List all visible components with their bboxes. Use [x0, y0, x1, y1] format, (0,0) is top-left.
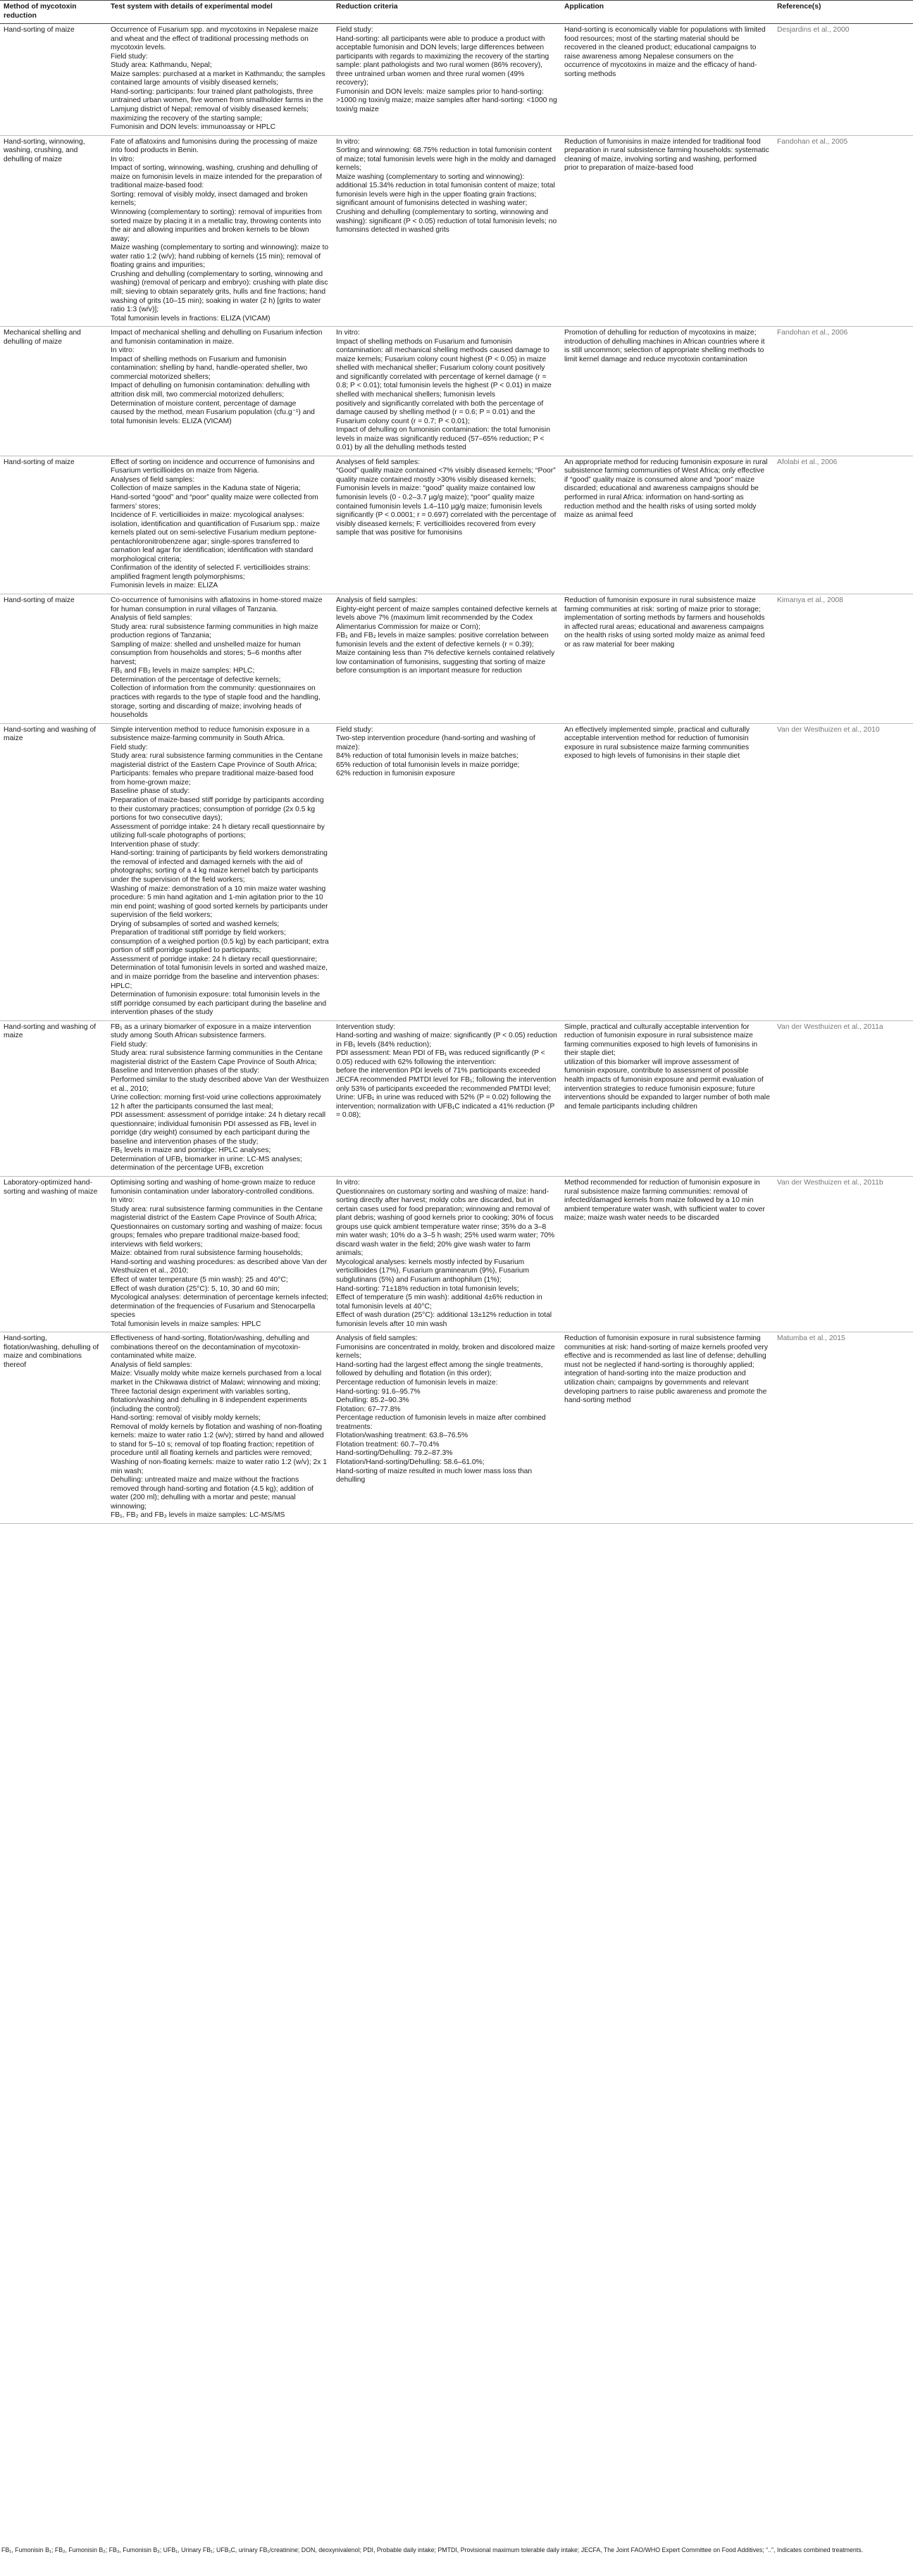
cell-reduction-criteria-line: Two-step intervention procedure (hand-sorting and washing of maize):: [336, 734, 535, 751]
cell-test-system-line: Collection of maize samples in the Kaduna state of Nigeria;: [111, 484, 301, 493]
cell-application-line: An appropriate method for reducing fumonisin exposure in rural subsistence farming communities of West Africa; only effective if “good” quality maize is consumed alone and “poor” maize discarded; educational and awareness campaigns should be performed in rural Africa: information on hand-sorting as reduction method and the health risks of using sorted moldy maize as animal feed: [564, 458, 768, 520]
cell-method: Hand-sorting and washing of maize: [0, 723, 107, 1020]
cell-reduction-criteria-line: Hand-sorting: 91.6–95.7%: [336, 1387, 421, 1396]
cell-reduction-criteria-line: 65% reduction of total fumonisin levels in maize porridge;: [336, 761, 520, 769]
cell-test-system-line: Effectiveness of hand-sorting, flotation/washing, dehulling and combinations thereof on the decontamination of mycotoxin-contaminated white maize.: [111, 1334, 310, 1361]
cell-test-system-line: Participants: females who prepare traditional maize-based food from home-grown maize;: [111, 770, 313, 787]
cell-test-system-line: Incidence of F. verticillioides in maize: mycological analyses: isolation, identification and quantification of Fusarium spp.: maize kernels plated out on semi-selective Fusarium medium peptone-pentachloronitrobenzene agar; single-spores transferred to carnation leaf agar for identification; identification with standard morphological criteria;: [111, 511, 321, 563]
cell-reference: Desjardins et al., 2000: [774, 24, 913, 136]
cell-test-system-line: Confirmation of the identity of selected F. verticillioides strains: amplified fragment length polymorphisms;: [111, 564, 311, 581]
cell-test-system-line: Effect of sorting on incidence and occurrence of fumonisins and Fusarium verticillioides on maize from Nigeria.: [111, 458, 315, 475]
cell-test-system-line: Impact of dehulling on fumonisin contamination: dehulling with attrition disk mill, two commercial motorized dehullers;: [111, 382, 310, 399]
cell-reduction-criteria-line: Eighty-eight percent of maize samples contained defective kernels at levels above 7% (maximum limit recommended by the Codex Alimentarius Commission for maize or Corn);: [336, 605, 557, 631]
cell-reduction-criteria-line: Percentage reduction of fumonisin levels in maize after combined treatments:: [336, 1414, 546, 1431]
cell-reduction-criteria-line: Crushing and dehulling (complementary to sorting, winnowing and washing): significant (P < 0.05) reduction of total fumonisin levels; no fumonsins detected in washed grits: [336, 208, 557, 235]
cell-reference: Van der Westhuizen et al., 2011b: [774, 1177, 913, 1332]
cell-reduction-criteria-line: Maize containing less than 7% defective kernels contained relatively low contamination of fumonisins, suggesting that sorting of maize before consumption is an important measure for reduction: [336, 649, 555, 675]
cell-reduction-criteria-line: Field study:: [336, 725, 373, 734]
cell-reduction-criteria-line: positively and significantly correlated with both the percentage of damage caused by shelling method (r = 0.6; P = 0.01) and the Fusarium colony count (r = 0.7; P < 0.01);: [336, 399, 544, 425]
cell-reduction-criteria-line: In vitro:: [336, 329, 360, 337]
cell-test-system-line: Crushing and dehulling (complementary to sorting, winnowing and washing) (removal of pericarp and embryo): crushing with plate disc mill; sieving to obtain separately grits, hulls and fine fractions; hand washing of grits (10–15 min); soaking in water (2 h) [grits to water ratio 1:3 (w/v)];: [111, 270, 328, 314]
cell-test-system-line: Preparation of traditional stiff porridge by field workers; consumption of a weighed portion (0.5 kg) by each participant; extra portion of stiff porridge supplied to participants;: [111, 929, 329, 955]
cell-reduction-criteria-line: Flotation/washing treatment: 63.8–76.5%: [336, 1432, 468, 1440]
cell-reduction-criteria-line: Hand-sorting of maize resulted in much lower mass loss than dehulling: [336, 1467, 533, 1484]
cell-application: [561, 24, 774, 136]
cell-test-system-line: Determination of fumonisin exposure: total fumonisin levels in the stiff porridge consumed by each participant during the baseline and intervention phases of the study: [111, 991, 327, 1017]
table-row: [0, 594, 913, 724]
cell-application: [561, 456, 774, 594]
cell-test-system-line: Hand-sorted “good” and “poor” quality maize were collected from farmers’ stores;: [111, 493, 318, 511]
table-row: [0, 327, 913, 456]
cell-reference: Fandohan et al., 2005: [774, 135, 913, 326]
cell-test-system-line: Winnowing (complementary to sorting): removal of impurities from sorted maize by placing it in a metallic tray, throwing contents into the air and allowing impurities and broken kernels to be blown away;: [111, 208, 322, 243]
cell-test-system-line: FB₁ and FB₂ levels in maize samples: HPLC;: [111, 667, 255, 675]
cell-application-line: Reduction of fumonisin exposure in rural subsistence farming communities at risk: hand-sorting of maize kernels proofed very effective and is recommended as last line of defense; dehulling must not be neglected if hand-sorting is thoroughly applied; integration of hand-sorting into the maize production and utilization chain; campaigns by governments and relevant developing partners to raise public awareness and promote the hand-sorting method: [564, 1334, 769, 1405]
cell-reference: Van der Westhuizen et al., 2011a: [774, 1020, 913, 1176]
cell-reduction-criteria-line: Impact of shelling methods on Fusarium and fumonisin contamination: all mechanical shelling methods caused damage to maize kernels; Fusarium colony count highest (P < 0.05) in maize shelled with mechanical sheller; Fusarium colony count positively and significantly correlated with percentage of kernel damage (r = 0.8; P < 0.01); total fumonisin levels the highest (P < 0.01) in maize shelled with mechanical shellers; fumonisin levels: [336, 337, 552, 399]
cell-test-system-line: Occurrence of Fusarium spp. and mycotoxins in Nepalese maize and wheat and the effect of traditional processing methods on mycotoxin levels.: [111, 26, 318, 52]
cell-test-system-line: Total fumonisin levels in fractions: ELIZA (VICAM): [111, 314, 271, 323]
cell-test-system-line: Washing of maize: demonstration of a 10 min maize water washing procedure: 5 min hand agitation and 1-min agitation prior to the 10 min end point; washing of good sorted kernels by participants under supervision of the field workers;: [111, 884, 328, 920]
cell-test-system-line: Assessment of porridge intake: 24 h dietary recall questionnaire by utilizing full-scale photographs of portions;: [111, 823, 325, 840]
cell-reduction-criteria-line: Hand-sorting: 71±18% reduction in total fumonisin levels;: [336, 1284, 519, 1293]
cell-test-system-line: Impact of mechanical shelling and dehulling on Fusarium infection and fumonisin contamination in maize.: [111, 329, 323, 346]
cell-reduction-criteria-line: FB₁ and FB₂ levels in maize samples: positive correlation between fumonisin levels and the extent of defective kernels (r = 0.39);: [336, 632, 549, 649]
cell-reduction-criteria-line: Hand-sorting had the largest effect among the single treatments, followed by dehulling and flotation (in this order);: [336, 1361, 543, 1378]
cell-reduction-criteria: [333, 723, 561, 1020]
cell-test-system-line: Total fumonisin levels in maize samples: HPLC: [111, 1320, 261, 1328]
cell-method: Hand-sorting of maize: [0, 594, 107, 724]
cell-test-system-line: Urine collection: morning first-void urine collections approximately 12 h after the participants consumed the last meal;: [111, 1094, 321, 1111]
cell-application: [561, 1332, 774, 1523]
cell-test-system-line: Maize washing (complementary to sorting and winnowing): maize to water ratio 1:2 (w/v); hand rubbing of kernels (15 min); removal of floating grains and impurities;: [111, 244, 329, 270]
cell-reduction-criteria-line: PDI assessment: Mean PDI of FB₁ was reduced significantly (P < 0.05) reduced with 62% following the intervention:: [336, 1049, 545, 1066]
cell-test-system-line: Intervention phase of study:: [111, 840, 200, 849]
cell-application-line: Method recommended for reduction of fumonisin exposure in rural subsistence maize farming communities: removal of infected/damaged kernels from maize followed by a 10 min ambient temperature water wash, with sufficient water to cover maize; maize wash water needs to be discarded: [564, 1179, 765, 1223]
cell-test-system-line: Study area: Kathmandu, Nepal;: [111, 61, 212, 70]
cell-test-system-line: Determination of total fumonisin levels in sorted and washed maize, and in maize porridge from the baseline and intervention phases: HPLC;: [111, 964, 328, 990]
cell-application-line: Promotion of dehulling for reduction of mycotoxins in maize; introduction of dehulling machines in African countries where it is still uncommon; selection of appropriate shelling methods to limit kernel damage and reduce mycotoxin contamination: [564, 329, 765, 363]
table-row: [0, 1020, 913, 1176]
cell-test-system-line: Optimising sorting and washing of home-grown maize to reduce fumonisin contamination under laboratory-controlled conditions.: [111, 1179, 316, 1196]
header-reduction-criteria: Reduction criteria: [333, 1, 561, 24]
cell-application-line: Reduction of fumonisin exposure in rural subsistence maize farming communities at risk: sorting of maize prior to storage; implementation of sorting methods by farmers and households in affected rural areas; educational and awareness campaigns on the health risks of using sorted moldy maize as animal feed or as raw material for beer making: [564, 596, 765, 649]
cell-test-system-line: Maize samples: purchased at a market in Kathmandu; the samples contained large amounts of visibly diseased kernels;: [111, 70, 325, 87]
cell-test-system-line: Impact of sorting, winnowing, washing, crushing and dehulling of maize on fumonisin levels in maize intended for the preparation of traditional maize-based food:: [111, 164, 322, 190]
table-row: [0, 1177, 913, 1332]
cell-method: Hand-sorting and washing of maize: [0, 1020, 107, 1176]
cell-test-system-line: Hand-sorting: participants: four trained plant pathologists, three untrained urban women, five women from smallholder farms in the Lamjung district of Nepal; removal of visibly diseased kernels; maximizing the recovery of the starting sample;: [111, 87, 323, 123]
cell-reduction-criteria-line: Urine: UFB₁ in urine was reduced with 52% (P = 0.02) following the intervention; normalization with UFB₁C indicated a 41% reduction (P = 0.08);: [336, 1094, 555, 1120]
cell-test-system-line: Maize: Visually moldy white maize kernels purchased from a local market in the Chikwawa district of Malawi; winnowing and mixing;: [111, 1370, 322, 1387]
cell-reduction-criteria-line: “Good” quality maize contained <7% visibly diseased kernels; “Poor” quality maize contained mostly >30% visibly diseased kernels;: [336, 467, 556, 484]
table-row: [0, 456, 913, 594]
cell-test-system-line: Hand-sorting: removal of visibly moldy kernels;: [111, 1414, 261, 1423]
cell-test-system-line: Fumonisin and DON levels: immunoassay or HPLC: [111, 123, 276, 132]
cell-reduction-criteria-line: Flotation: 67–77.8%: [336, 1405, 401, 1413]
cell-test-system-line: Questionnaires on customary sorting and washing of maize: focus groups; females who prepare traditional maize-based food; interviews with field workers;: [111, 1223, 323, 1249]
cell-test-system-line: Study area: rural subsistence farming communities in the Centane magisterial district of the Eastern Cape Province of South Africa;: [111, 1049, 323, 1066]
cell-reduction-criteria-line: Effect of temperature (5 min wash): additional 4±6% reduction in total fumonisin levels at 40°C;: [336, 1294, 542, 1311]
cell-test-system: [107, 1177, 333, 1332]
cell-reduction-criteria-line: Questionnaires on customary sorting and washing of maize: hand-sorting directly after harvest; moldy cobs are discarded, but in certain cases used for food preparation; winnowing and removal of plant debris; washing of good kernels prior to cooking; 30% of focus groups use quick ambient temperature water rinse; 35% do a 3–8 min water wash; 10% do a 3–5 h wash; 25% used warm water; 70% discard wash water in the field; 20% give wash water to farm animals;: [336, 1187, 555, 1258]
cell-test-system-line: Baseline phase of study:: [111, 787, 190, 796]
cell-reduction-criteria-line: Mycological analyses: kernels mostly infected by Fusarium verticillioides (17%), Fusarium graminearum (9%), Fusarium subglutinans (5%) and Fusarium anthophilum (1%);: [336, 1258, 530, 1284]
cell-reference: Fandohan et al., 2006: [774, 327, 913, 456]
cell-test-system-line: Impact of shelling methods on Fusarium and fumonisin contamination: shelling by hand, handle-operated sheller, two commercial motorized shellers;: [111, 355, 308, 381]
cell-reduction-criteria: [333, 135, 561, 326]
header-test-system: Test system with details of experimental model: [107, 1, 333, 24]
cell-test-system-line: Effect of wash duration (25°C): 5, 10, 30 and 60 min;: [111, 1284, 280, 1293]
cell-application-line: Reduction of fumonisins in maize intended for traditional food preparation in rural subsistence farming households: systematic cleaning of maize, involving sorting and washing, performed prior to preparation of maize-based food: [564, 137, 769, 173]
cell-test-system-line: Hand-sorting: training of participants by field workers demonstrating the removal of infected and damaged kernels with the aid of photographs; sorting of a 4 kg maize kernel batch by participants under the supervision of the field workers;: [111, 849, 328, 884]
cell-reduction-criteria-line: Sorting and winnowing: 68.75% reduction in total fumonisin content of maize; total fumonisin levels were high in the moldy and damaged kernels;: [336, 146, 556, 173]
cell-test-system-line: Determination of UFB₁ biomarker in urine: LC-MS analyses; determination of the percentage UFB₁ excretion: [111, 1155, 302, 1173]
cell-test-system-line: Analyses of field samples:: [111, 475, 195, 484]
cell-test-system-line: Study area: rural subsistence farming communities in the Centane magisterial district of the Eastern Cape Province of South Africa;: [111, 752, 323, 769]
cell-application: [561, 594, 774, 724]
cell-test-system-line: Three factorial design experiment with variables sorting, flotation/washing and dehulling in 8 independent experiments (including the control):: [111, 1387, 307, 1413]
cell-test-system-line: Field study:: [111, 743, 148, 751]
cell-test-system-line: PDI assessment: assessment of porridge intake: 24 h dietary recall questionnaire; individual fumonisin PDI assessed as FB₁ level in porridge (dry weight) consumed by each participant during the baseline and intervention phases of the study;: [111, 1111, 326, 1146]
cell-application-line: Simple, practical and culturally acceptable intervention for reduction of fumonisin exposure in rural subsistence maize farming communities exposed to high levels of fumonisins in their staple diet;: [564, 1023, 758, 1058]
cell-reference: Matumba et al., 2015: [774, 1332, 913, 1523]
cell-reduction-criteria: [333, 327, 561, 456]
cell-reduction-criteria-line: Analyses of field samples:: [336, 458, 421, 466]
cell-application-line: utilization of this biomarker will improve assessment of fumonisin exposure, contribute to assessment of possible health impacts of fumonisin exposure and permit evaluation of intervention strategies to reduce fumonisin exposure; future interventions should be expanded to larger number of both male and female participants including children: [564, 1058, 770, 1111]
cell-reduction-criteria-line: Fumonisin levels in maize: “good” quality maize contained low fumonisin levels (0 - 0.2–3.7 µg/g maize); “poor” quality maize contained fumonisin levels 1.4–110 µg/g maize; fumonisin levels significantly (P < 0.0001; r = 0.697) correlated with the percentage of visibly diseased kernels; F. verticillioides recovered from every sample that was positive for fumonisins: [336, 484, 557, 537]
cell-application: [561, 327, 774, 456]
cell-test-system-line: Drying of subsamples of sorted and washed kernels;: [111, 920, 280, 928]
cell-reduction-criteria: [333, 594, 561, 724]
cell-method: Laboratory-optimized hand-sorting and washing of maize: [0, 1177, 107, 1332]
cell-test-system: [107, 1020, 333, 1176]
cell-reduction-criteria-line: 62% reduction in fumonisin exposure: [336, 770, 455, 778]
cell-method: Hand-sorting, flotation/washing, dehulling of maize and combinations thereof: [0, 1332, 107, 1523]
cell-test-system-line: Sampling of maize: shelled and unshelled maize for human consumption from households and stores; 5–6 months after harvest;: [111, 640, 302, 666]
cell-test-system-line: FB₁ as a urinary biomarker of exposure in a maize intervention study among South African subsistence farmers.: [111, 1023, 311, 1040]
cell-test-system-line: Field study:: [111, 52, 148, 61]
cell-reduction-criteria-line: Hand-sorting: all participants were able to produce a product with acceptable fumonisin and DON levels; large differences between participants with regards to maximizing the recovery of the starting sample: plant pathologists and two rural women (86% recovery), three untrained urban women and three rural women (49% recovery);: [336, 35, 549, 87]
cell-test-system: [107, 594, 333, 724]
cell-reduction-criteria-line: Flotation treatment: 60.7–70.4%: [336, 1440, 440, 1449]
header-row: [0, 1, 913, 24]
cell-reference: Afolabi et al., 2006: [774, 456, 913, 594]
cell-reduction-criteria: [333, 1332, 561, 1523]
cell-reduction-criteria-line: Percentage reduction of fumonisin levels in maize:: [336, 1379, 498, 1387]
cell-test-system-line: Simple intervention method to reduce fumonisin exposure in a subsistence maize-farming community in South Africa.: [111, 725, 310, 743]
cell-reduction-criteria-line: Analysis of field samples:: [336, 1334, 418, 1343]
cell-test-system-line: FB₁ levels in maize and porridge: HPLC analyses;: [111, 1146, 271, 1155]
cell-application-line: An effectively implemented simple, practical and culturally acceptable intervention method for reduction of fumonisin exposure in rural subsistence maize farming communities exposed to high levels of fumonisins in their staple diet: [564, 725, 750, 761]
cell-test-system-line: Hand-sorting and washing procedures: as described above Van der Westhuizen et al., 2010;: [111, 1258, 328, 1275]
cell-reduction-criteria-line: Fumonisins are concentrated in moldy, broken and discolored maize kernels;: [336, 1343, 555, 1361]
cell-application: [561, 723, 774, 1020]
cell-test-system-line: caused by the method, mean Fusarium population (cfu.g⁻¹) and total fumonisin levels: ELIZA (VICAM): [111, 408, 315, 425]
cell-test-system-line: Analysis of field samples:: [111, 1361, 192, 1369]
cell-reduction-criteria-line: Hand-sorting/Dehulling: 79.2–87.3%: [336, 1449, 453, 1458]
cell-reference: Van der Westhuizen et al., 2010: [774, 723, 913, 1020]
cell-reduction-criteria-line: Fumonisin and DON levels: maize samples prior to hand-sorting: >1000 ng toxin/g maize; maize samples after hand-sorting: <1000 ng toxin/g maize: [336, 87, 557, 114]
cell-reduction-criteria-line: Maize washing (complementary to sorting and winnowing): additional 15.34% reduction in total fumonisin content of maize; total fumonisin levels were high in the upper floating grain fractions; significant amount of fumonisins detected in washing water;: [336, 173, 555, 208]
cell-reduction-criteria-line: Field study:: [336, 26, 373, 35]
table-row: [0, 723, 913, 1020]
cell-reduction-criteria-line: In vitro:: [336, 137, 360, 146]
header-references: Reference(s): [774, 1, 913, 24]
cell-reduction-criteria-line: Intervention study:: [336, 1023, 396, 1031]
cell-application-line: Hand-sorting is economically viable for populations with limited food resources; most of the starting material should be recovered in the cleaned product; educational campaigns to raise awareness among Nepalese consumers on the occurrence of mycotoxins in maize and the efficacy of hand-sorting methods: [564, 26, 766, 78]
table-row: [0, 24, 913, 136]
cell-test-system: [107, 1332, 333, 1523]
cell-test-system-line: Collection of information from the community: questionnaires on practices with regards to the type of staple food and the handling, storage, sorting and discarding of maize; involving heads of households: [111, 684, 321, 720]
cell-reduction-criteria-line: before the intervention PDI levels of 71% participants exceeded JECFA recommended PMTDI level for FB₁; following the intervention only 53% of participants exceeded the recommended PMTDI level;: [336, 1067, 557, 1093]
cell-reduction-criteria-line: Dehulling: 85.2–90.3%: [336, 1396, 409, 1405]
cell-test-system-line: Analysis of field samples:: [111, 614, 192, 623]
cell-test-system-line: Study area: rural subsistence farming communities in the Centane magisterial district of the Eastern Cape Province of South Africa;: [111, 1205, 323, 1223]
cell-reduction-criteria-line: 84% reduction of total fumonisin levels in maize batches;: [336, 752, 518, 761]
cell-test-system-line: In vitro:: [111, 1196, 135, 1205]
cell-test-system: [107, 135, 333, 326]
cell-test-system-line: Assessment of porridge intake: 24 h dietary recall questionnaire;: [111, 955, 318, 963]
cell-test-system: [107, 327, 333, 456]
table-row: [0, 1332, 913, 1523]
table-header: [0, 1, 913, 24]
cell-application: [561, 1020, 774, 1176]
cell-test-system-line: Maize: obtained from rural subsistence farming households;: [111, 1249, 303, 1258]
cell-reduction-criteria-line: Impact of dehulling on fumonisin contamination: the total fumonisin levels in maize was significantly reduced (57–65% reduction; P < 0.01) by all the dehulling methods tested: [336, 426, 550, 452]
cell-application: [561, 135, 774, 326]
header-method: Method of mycotoxin reduction: [0, 1, 107, 24]
cell-test-system-line: FB₁, FB₂ and FB₃ levels in maize samples: LC-MS/MS: [111, 1511, 285, 1520]
cell-reference: Kimanya et al., 2008: [774, 594, 913, 724]
cell-test-system-line: Fate of aflatoxins and fumonisins during the processing of maize into food products in Benin.: [111, 137, 318, 155]
cell-test-system-line: Baseline and Intervention phases of the study:: [111, 1067, 260, 1075]
cell-test-system-line: Effect of water temperature (5 min wash): 25 and 40°C;: [111, 1276, 288, 1284]
cell-reduction-criteria: [333, 1020, 561, 1176]
cell-test-system-line: Performed similar to the study described above Van der Westhuizen et al., 2010;: [111, 1075, 329, 1093]
cell-method: Hand-sorting, winnowing, washing, crushing, and dehulling of maize: [0, 135, 107, 326]
cell-test-system-line: Dehulling: untreated maize and maize without the fractions removed through hand-sorting and flotation (4.5 kg); addition of water (200 ml); dehulling with a mortar and peste; manual winnowing;: [111, 1476, 313, 1511]
cell-method: Mechanical shelling and dehulling of maize: [0, 327, 107, 456]
cell-reduction-criteria-line: Analysis of field samples:: [336, 596, 418, 604]
cell-reduction-criteria: [333, 24, 561, 136]
cell-application: [561, 1177, 774, 1332]
cell-test-system-line: Field study:: [111, 1040, 148, 1049]
cell-test-system-line: Study area: rural subsistence farming communities in high maize production regions of Tanzania;: [111, 623, 318, 640]
cell-test-system-line: Determination of the percentage of defective kernels;: [111, 675, 281, 684]
cell-method: Hand-sorting of maize: [0, 24, 107, 136]
cell-test-system: [107, 456, 333, 594]
header-application: Application: [561, 1, 774, 24]
cell-test-system-line: Determination of moisture content, percentage of damage: [111, 399, 297, 408]
cell-test-system: [107, 24, 333, 136]
cell-test-system-line: In vitro:: [111, 155, 135, 163]
cell-test-system-line: Fumonisin levels in maize: ELIZA: [111, 582, 218, 590]
cell-test-system-line: In vitro:: [111, 346, 135, 355]
cell-test-system-line: Preparation of maize-based stiff porridge by participants according to their customary practices; consumption of porridge (2x 0.5 kg portions for two consecutive days);: [111, 796, 324, 823]
cell-test-system: [107, 723, 333, 1020]
table-body: [0, 24, 913, 1524]
cell-reduction-criteria: [333, 456, 561, 594]
cell-reduction-criteria: [333, 1177, 561, 1332]
cell-test-system-line: Sorting: removal of visibly moldy, insect damaged and broken kernels;: [111, 190, 308, 208]
cell-reduction-criteria-line: Flotation/Hand-sorting/Dehulling: 58.6–61.0%;: [336, 1458, 485, 1466]
cell-test-system-line: Removal of moldy kernels by flotation and washing of non-floating kernels: maize to water ratio 1:2 (w/v); stirred by hand and allowed to stand for 5–10 s; removal of top floating fraction; repetition of procedure until all floating kernels and particles were removed; Washing of non-floating kernels: maize to water ratio 1:2 (w/v); 2x 1 min wash;: [111, 1423, 327, 1475]
cell-reduction-criteria-line: Hand-sorting and washing of maize: significantly (P < 0.05) reduction in FB₁ levels (84% reduction);: [336, 1032, 557, 1049]
cell-test-system-line: Mycological analyses: determination of percentage kernels infected; determination of the frequencies of Fusarium and Stenocarpella species: [111, 1294, 329, 1320]
cell-reduction-criteria-line: Effect of wash duration (25°C): additional 13±12% reduction in total fumonisin levels after 10 min wash: [336, 1311, 552, 1328]
table-footnote: FB₁, Fumonisin B₁; FB₂, Fumonisin B₂; FB₃, Fumonisin B₃; UFB₁, Urinary FB₁; UFB₁C, urinary FB₁/creatinine; DON, deoxynivalenol; PDI, Probable daily intake; PMTDI, Provisional maximum tolerable daily intake; JECFA, The Joint FAO/WHO Expert Committee on Food Additives; “..”, Indicates combined treatments.: [1, 2546, 864, 2553]
cell-test-system-line: Co-occurrence of fumonisins with aflatoxins in home-stored maize for human consumption in rural villages of Tanzania.: [111, 596, 323, 613]
cell-method: Hand-sorting of maize: [0, 456, 107, 594]
table-row: [0, 135, 913, 326]
cell-reduction-criteria-line: In vitro:: [336, 1179, 360, 1187]
